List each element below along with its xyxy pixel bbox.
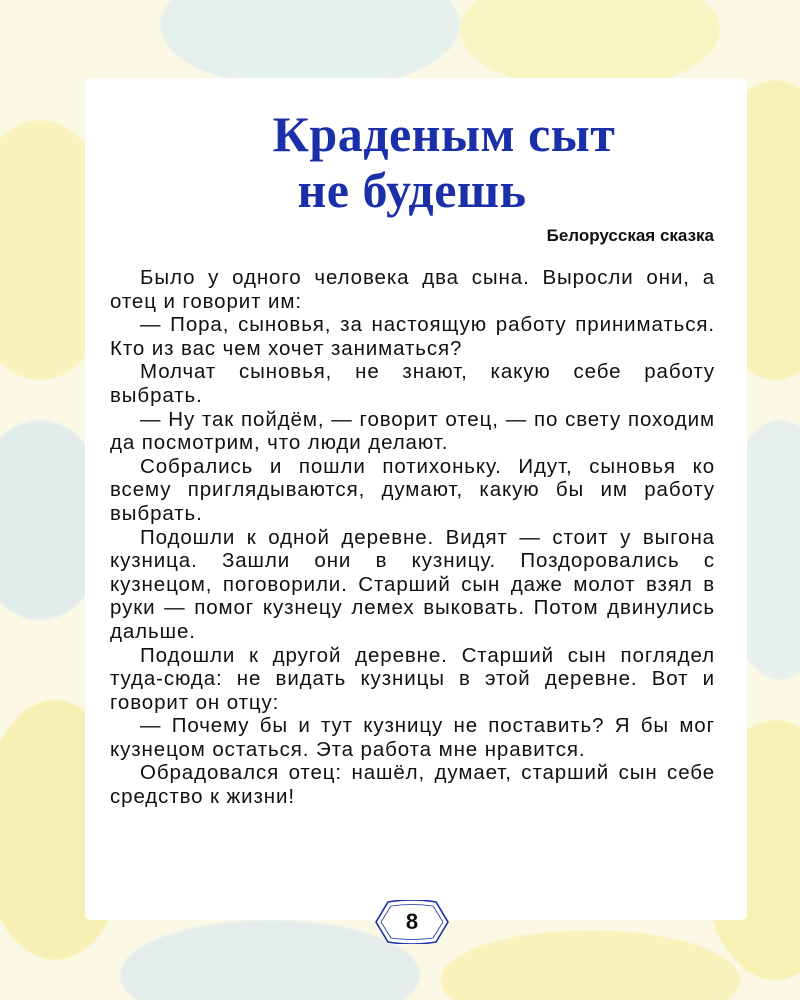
- page-panel: [85, 78, 747, 934]
- paragraph: Обрадовался отец: нашёл, думает, старший сын себе средство к жизни!: [110, 761, 715, 809]
- paragraph: Было у одного человека два сына. Выросли они, а отец и говорит им:: [110, 266, 715, 313]
- paragraph-dialogue: — Пора, сыновья, за настоящую работу приниматься. Кто из вас чем хочет заниматься?: [110, 313, 715, 360]
- paragraph-dialogue: — Ну так пойдём, — говорит отец, — по свету походим да посмотрим, что люди делают.: [110, 407, 715, 455]
- page-number: 8: [405, 909, 419, 934]
- subtitle: Белорусская сказка: [546, 226, 714, 245]
- story-text: [110, 266, 715, 809]
- paragraph: Подошли к одной деревне. Видят — стоит у выгона кузница. Зашли они в кузницу. Поздоровались с кузнецом, поговорили. Старший сын даже молот взял в руки — помог кузнецу лемех выковать. Потом двинулись дальше.: [110, 525, 715, 643]
- paragraph: Собрались и пошли потихоньку. Идут, сыновья ко всему приглядываются, думают, какую бы им работу выбрать.: [110, 454, 715, 525]
- paragraph: Молчат сыновья, не знают, какую себе работу выбрать.: [110, 360, 715, 407]
- page-title-line-2: не будешь: [297, 162, 527, 218]
- page-number-badge: [374, 900, 450, 944]
- paragraph-dialogue: — Почему бы и тут кузницу не поставить? Я бы мог кузнецом остаться. Эта работа мне нравится.: [110, 714, 715, 761]
- paragraph: Подошли к другой деревне. Старший сын поглядел туда-сюда: не видать кузницы в этой деревне. Вот и говорит он отцу:: [110, 643, 715, 714]
- page-title-line-1: Краденым сыт: [272, 106, 616, 162]
